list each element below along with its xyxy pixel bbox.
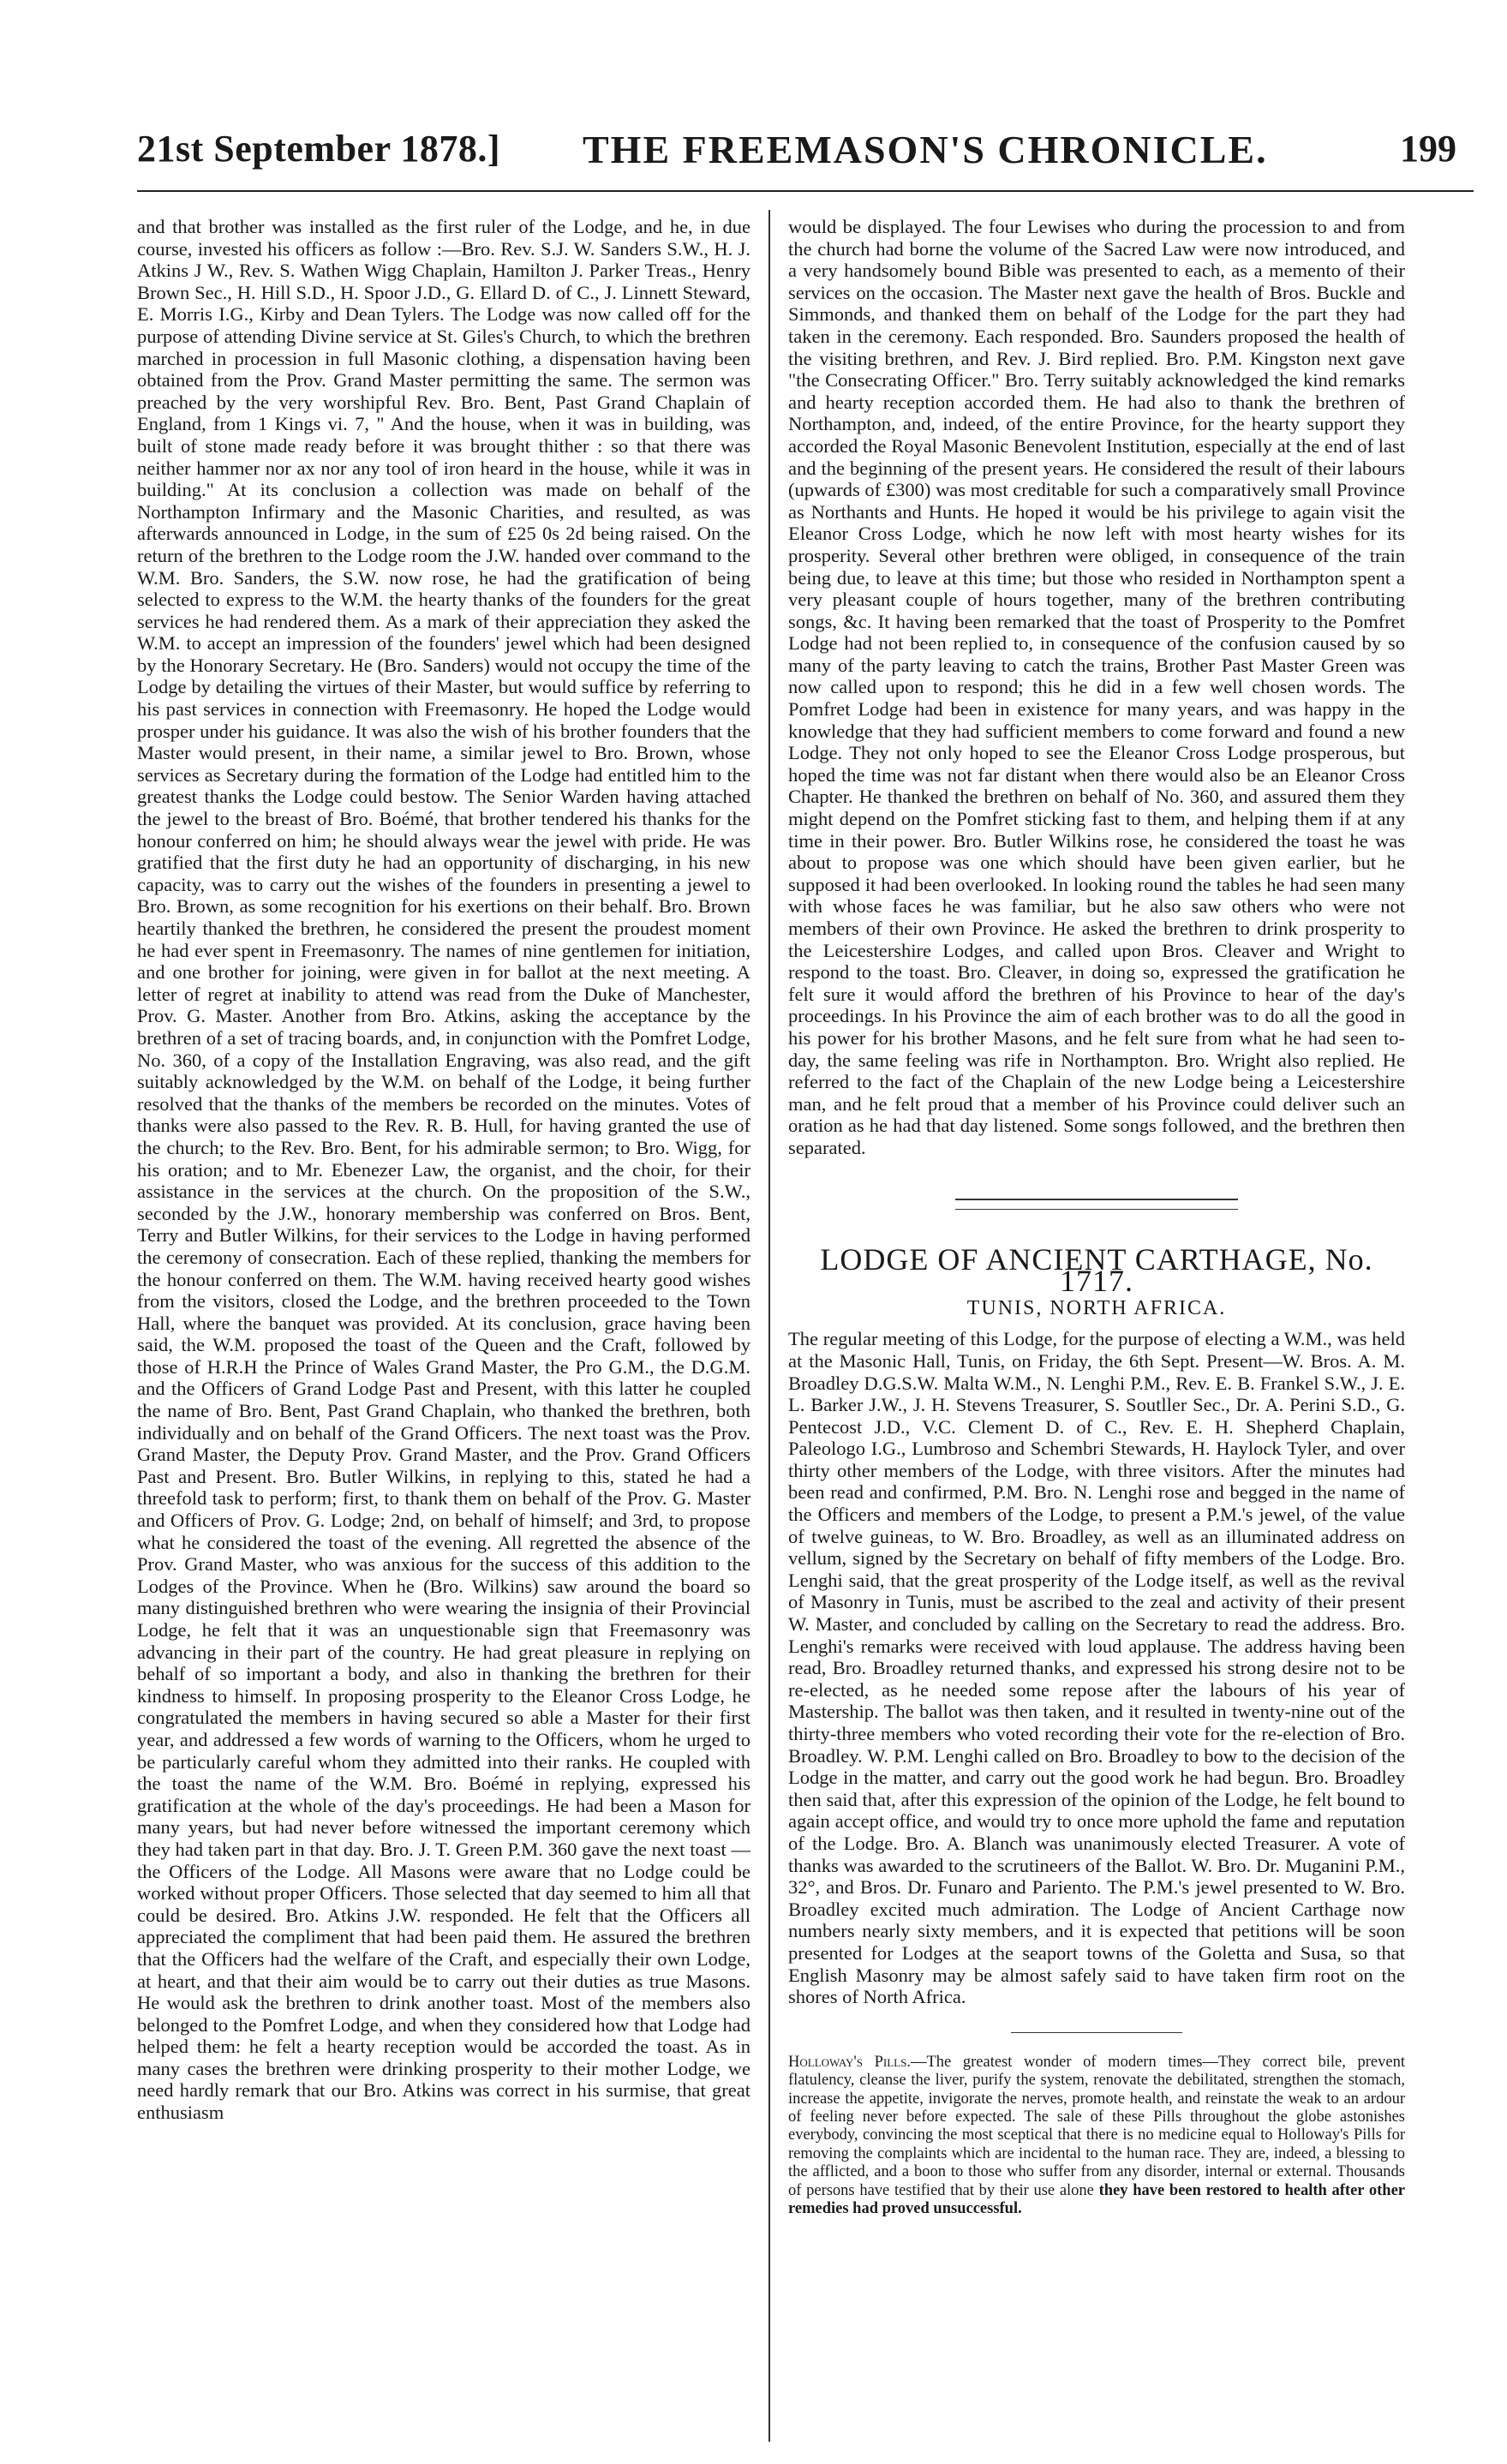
- advert-end: they have been restored to health after other remedies had proved unsuccessful.: [788, 2181, 1405, 2217]
- section-rule-thin: [955, 1209, 1238, 1210]
- masthead: [137, 120, 1474, 180]
- article-body: The regular meeting of this Lodge, for the purpose of electing a W.M., was held at the Masonic Hall, Tunis, on Friday, the 6th Sept. Present—W. Bros. A. M. Broadley D.G.S.W. Malta W.M., N. Lenghi P.M., Rev. E. B. Frankel S.W., J. E. L. Barker J.W., J. H. Stevens Treasurer, S. Soutller Sec., Dr. A. Perini S.D., G. Pentecost J.D., V.C. Clement D. of C., Rev. E. H. Shepherd Chaplain, Paleologo I.G., Lumbroso and Schembri Stewards, H. Haylock Tyler, and over thirty other members of the Lodge, with three visitors. After the minutes had been read and confirmed, P.M. Bro. N. Lenghi rose and begged in the name of the Officers and members of the Lodge, to present a P.M.'s jewel, of the value of twelve guineas, to W. Bro. Broadley, as well as an illuminated address on vellum, signed by the Secretary on behalf of fifty members of the Lodge. Bro. Lenghi said, that the great prosperity of the Lodge itself, as well as the revival of Masonry in Tunis, must be ascribed to the zeal and activity of their present W. Master, and concluded by calling on the Secretary to read the address. Bro. Lenghi's remarks were received with loud applause. The address having been read, Bro. Broadley returned thanks, and expressed his strong desire not to be re-elected, as he needed some repose after the labours of his year of Mastership. The ballot was then taken, and it resulted in twenty-nine out of the thirty-three members who voted recording their vote for the re-election of Bro. Broadley. W. P.M. Lenghi called on Bro. Broadley to bow to the decision of the Lodge in the matter, and carry out the good work he had begun. Bro. Broadley then said that, after this expression of the opinion of the Lodge, he felt bound to again accept office, and would try to once more uphold the fame and reputation of the Lodge. Bro. A. Blanch was unanimously elected Treasurer. A vote of thanks was awarded to the scrutineers of the Ballot. W. Bro. Dr. Muganini P.M., 32°, and Bros. Dr. Funaro and Pariento. The P.M.'s jewel presented to W. Bro. Broadley excited much admiration. The Lodge of Ancient Carthage now numbers nearly sixty members, and it is expected that petitions will be soon presented for Lodges at the seaport towns of the Goletta and Susa, so that English Masonry may be almost safely said to have taken firm root on the shores of North Africa.: [788, 1328, 1405, 2008]
- right-column: [788, 216, 1405, 2439]
- issue-date: 21st September 1878.]: [137, 128, 500, 170]
- article-continuation-left: and that brother was installed as the first ruler of the Lodge, and he, in due course, invested his officers as follow :—Bro. Rev. S.J. W. Sanders S.W., H. J. Atkins J W., Rev. S. Wathen Wigg Chaplain, Hamilton J. Parker Treas., Henry Brown Sec., H. Hill S.D., H. Spoor J.D., G. Ellard D. of C., J. Linnett Steward, E. Morris I.G., Kirby and Dean Tylers. The Lodge was now called off for the purpose of attending Divine service at St. Giles's Church, to which the brethren marched in procession in full Masonic clothing, a dispensation having been obtained from the Prov. Grand Master permitting the same. The sermon was preached by the very worshipful Rev. Bro. Bent, Past Grand Chaplain of England, from 1 Kings vi. 7, " And the house, when it was in building, was built of stone made ready before it was brought thither : so that there was neither hammer nor ax nor any tool of iron heard in the house, while it was in building." At its conclusion a collection was made on behalf of the Northampton Infirmary and the Masonic Charities, and resulted, as was afterwards announced in Lodge, in the sum of £25 0s 2d being raised. On the return of the brethren to the Lodge room the J.W. handed over command to the W.M. Bro. Sanders, the S.W. now rose, he had the gratification of being selected to express to the W.M. the hearty thanks of the founders for the great services he had rendered them. As a mark of their appreciation they asked the W.M. to accept an impression of the founders' jewel which had been designed by the Honorary Secretary. He (Bro. Sanders) would not occupy the time of the Lodge by detailing the virtues of their Master, but would suffice by referring to his past services in connection with Freemasonry. He hoped the Lodge would prosper under his guidance. It was also the wish of his brother founders that the Master would present, in their name, a similar jewel to Bro. Brown, whose services as Secretary during the formation of the Lodge had entitled him to the greatest thanks the Lodge could bestow. The Senior Warden having attached the jewel to the breast of Bro. Boémé, that brother tendered his thanks for the honour conferred on him; he should always wear the jewel with pride. He was gratified that the first duty he had an opportunity of discharging, in his new capacity, was to carry out the wishes of the founders in presenting a jewel to Bro. Brown, as some recognition for his exertions on their behalf. Bro. Brown heartily thanked the brethren, he considered the present the proudest moment he had ever spent in Freemasonry. The names of nine gentlemen for initiation, and one brother for joining, were given in for ballot at the next meeting. A letter of regret at inability to attend was read from the Duke of Manchester, Prov. G. Master. Another from Bro. Atkins, asking the acceptance by the brethren of a set of tracing boards, and, in conjunction with the Pomfret Lodge, No. 360, of a copy of the Installation Engraving, was also read, and the gift suitably acknowledged by the W.M. on behalf of the Lodge, it being further resolved that the thanks of the members be recorded on the minutes. Votes of thanks were also passed to the Rev. R. B. Hull, for having granted the use of the church; to the Rev. Bro. Bent, for his admirable sermon; to Bro. Wigg, for his oration; and to Mr. Ebenezer Law, the organist, and the choir, for their assistance in the services at the church. On the proposition of the S.W., seconded by the J.W., honorary membership was conferred on Bros. Bent, Terry and Butler Wilkins, for their services to the Lodge in having performed the ceremony of consecration. Each of these replied, thanking the members for the honour conferred on them. The W.M. having received hearty good wishes from the visitors, closed the Lodge, and the brethren proceeded to the Town Hall, where the banquet was provided. At its conclusion, grace having been said, the W.M. proposed the toast of the Queen and the Craft, followed by those of H.R.H the Prince of Wales Grand Master, the Pro G.M., the D.G.M. and the Officers of Grand Lodge Past and Present, with this latter he coupled the name of Bro. Bent, Past Grand Chaplain, who thanked the brethren, both individually and on behalf of the Grand Officers. The next toast was the Prov. Grand Master, the Deputy Prov. Grand Master, and the Prov. Grand Officers Past and Present. Bro. Butler Wilkins, in replying to this, stated he had a threefold task to perform; first, to thank them on behalf of the Prov. G. Master and Officers of Prov. G. Lodge; 2nd, on behalf of himself; and 3rd, to propose what he considered the toast of the evening. All regretted the absence of the Prov. Grand Master, who was anxious for the success of this addition to the Lodges of the Province. When he (Bro. Wilkins) saw around the board so many distinguished brethren who were wearing the insignia of their Provincial Lodge, he felt that it was an unquestionable sign that Freemasonry was advancing in their part of the country. He had great pleasure in replying on behalf of so important a body, and also in thanking the brethren for their kindness to himself. In proposing prosperity to the Eleanor Cross Lodge, he congratulated the members in having secured so able a Master for their first year, and addressed a few words of warning to the Officers, whom he urged to be particularly careful whom they admitted into their ranks. He coupled with the toast the name of the W.M. Bro. Boémé in replying, expressed his gratification at the whole of the day's proceedings. He had been a Mason for many years, but had never before witnessed the important ceremony which they had taken part in that day. Bro. J. T. Green P.M. 360 gave the next toast —the Officers of the Lodge. All Masons were aware that no Lodge could be worked without proper Officers. Those selected that day seemed to him all that could be desired. Bro. Atkins J.W. responded. He felt that the Officers all appreciated the compliment that had been paid them. He assured the brethren that the Officers had the welfare of the Craft, and especially their own Lodge, at heart, and that their aim would be to carry out their duties as true Masons. He would ask the brethren to drink another toast. Most of the members also belonged to the Pomfret Lodge, and when they considered how that Lodge had helped them: he felt a hearty reception would be accorded the toast. As in many cases the brethren were drinking prosperity to their mother Lodge, we need hardly remark that our Bro. Atkins was correct in his surmise, that great enthusiasm: [137, 216, 751, 2124]
- column-divider: [768, 210, 770, 2442]
- header-rule: [137, 190, 1474, 192]
- publication-title: THE FREEMASON'S CHRONICLE.: [583, 128, 1268, 171]
- article-heading: LODGE OF ANCIENT CARTHAGE, No. 1717.: [820, 1241, 1373, 1299]
- page-number: 199: [1400, 128, 1456, 170]
- section-rule: [955, 1199, 1238, 1200]
- article-subheading: TUNIS, NORTH AFRICA.: [966, 1296, 1227, 1319]
- advert-rule: [1011, 2032, 1182, 2033]
- left-column: [137, 216, 751, 2439]
- advert-notice: [788, 2054, 1405, 2219]
- advert-lead: Holloway's Pills.: [788, 2053, 911, 2071]
- article-continuation-right: would be displayed. The four Lewises who during the procession to and from the church had borne the volume of the Sacred Law were now introduced, and a very handsomely bound Bible was presented to each, as a memento of their services on the occasion. The Master next gave the health of Bros. Buckle and Simmonds, and thanked them on behalf of the Lodge for the part they had taken in the ceremony. Each responded. Bro. Saunders proposed the health of the visiting brethren, and Rev. J. Bird replied. Bro. P.M. Kingston next gave "the Consecrating Officer." Bro. Terry suitably acknowledged the kind remarks and hearty reception accorded them. He had also to thank the brethren of Northampton, and, indeed, of the entire Province, for the hearty support they accorded the Royal Masonic Benevolent Institution, especially at the end of last and the beginning of the present years. He considered the result of their labours (upwards of £300) was most creditable for such a comparatively small Province as Northants and Hunts. He hoped it would be his privilege to again visit the Eleanor Cross Lodge, which he now left with most hearty wishes for its prosperity. Several other brethren were obliged, in consequence of the train being due, to leave at this time; but those who resided in Northampton spent a very pleasant couple of hours together, many of the brethren contributing songs, &c. It having been remarked that the toast of Prosperity to the Pomfret Lodge had not been replied to, in consequence of the confusion caused by so many of the party leaving to catch the trains, Brother Past Master Green was now called upon to respond; this he did in a few well chosen words. The Pomfret Lodge had been in existence for many years, and was happy in the knowledge that they had sufficient members to come forward and found a new Lodge. They not only hoped to see the Eleanor Cross Lodge prosperous, but hoped the time was not far distant when there would also be an Eleanor Cross Chapter. He thanked the brethren on behalf of No. 360, and assured them they might depend on the Pomfret sticking fast to them, and helping them if at any time in their power. Bro. Butler Wilkins rose, he considered the toast he was about to propose was one which should have been given earlier, but he supposed it had been overlooked. In looking round the tables he had seen many with whose faces he was familiar, but he also saw others who were not members of their own Province. He asked the brethren to drink prosperity to the Leicestershire Lodges, and called upon Bros. Cleaver and Wright to respond to the toast. Bro. Cleaver, in doing so, expressed the gratification he felt sure it would afford the brethren of his Province to hear of the day's proceedings. In his Province the aim of each brother was to do all the good in his power for his brother Masons, and he felt sure from what he had seen to-day, the same feeling was rife in Northampton. Bro. Wright also replied. He referred to the fact of the Chaplain of the new Lodge being a Leicestershire man, and he felt proud that a member of his Province could deliver such an oration as he had that day listened. Some songs followed, and the brethren then separated.: [788, 216, 1405, 1158]
- advert-body: —The greatest wonder of modern times—They correct bile, prevent flatulency, cleanse the liver, purify the system, renovate the debilitated, strengthen the stomach, increase the appetite, invigorate the nerves, promote health, and reinstate the weak to an ardour of feeling never before expected. The sale of these Pills throughout the globe astonishes everybody, convincing the most sceptical that there is no medicine equal to Holloway's Pills for removing the complaints which are incidental to the human race. They are, indeed, a blessing to the afflicted, and a boon to those who suffer from any disorder, internal or external. Thousands of persons have testified that by their use alone: [788, 2053, 1405, 2199]
